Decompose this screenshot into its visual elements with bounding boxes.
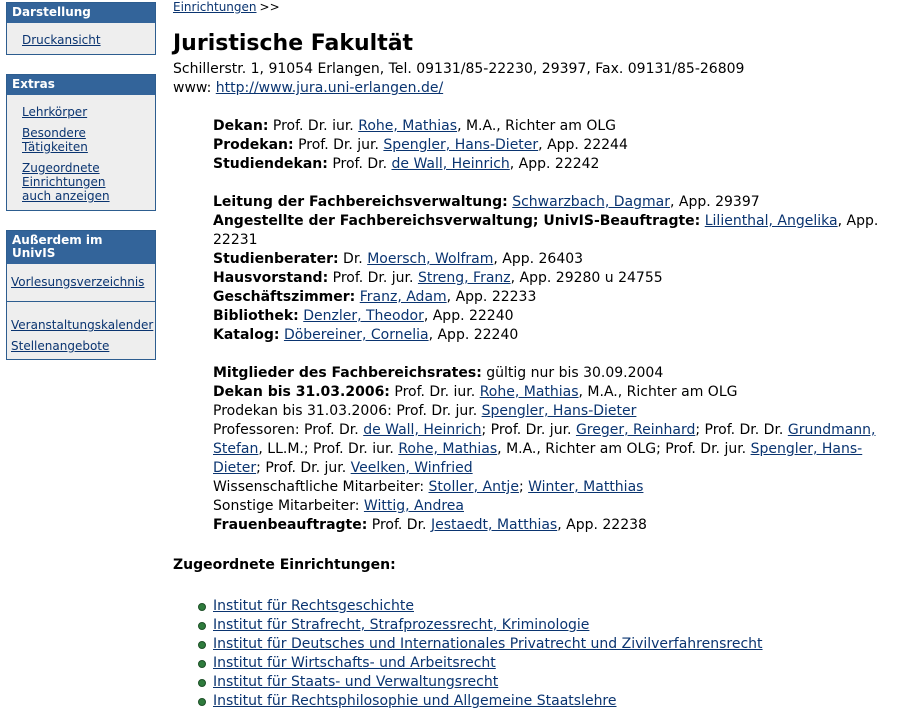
box-extras xyxy=(6,74,156,211)
text: , App. 26403 xyxy=(493,251,584,267)
person-link[interactable]: Spengler, Hans-Dieter xyxy=(481,403,637,419)
text: , App. 22242 xyxy=(509,156,600,172)
sidebar xyxy=(6,2,156,379)
text: Wissenschaftliche Mitarbeiter: xyxy=(213,479,429,495)
text: ; Prof. Dr. jur. xyxy=(256,460,351,476)
row-studiendekan xyxy=(213,155,888,174)
person-link[interactable]: Lilienthal, Angelika xyxy=(704,213,838,229)
box-ausserdem xyxy=(6,230,156,360)
zugeordnete-list xyxy=(173,597,888,711)
list-item xyxy=(213,616,888,635)
text: Prof. Dr. xyxy=(367,517,431,533)
text: Dr. xyxy=(338,251,368,267)
text: Prof. Dr. xyxy=(327,156,392,172)
row-prodekan xyxy=(213,136,888,155)
person-link[interactable]: Rohe, Mathias xyxy=(479,384,579,400)
institute-link[interactable]: Institut für Staats- und Verwaltungsrecht xyxy=(213,674,499,690)
bullet-icon xyxy=(198,641,206,649)
label-studiendekan: Studiendekan: xyxy=(213,156,328,172)
row-hausvorstand xyxy=(213,269,888,288)
text: Prof. Dr. iur. xyxy=(268,118,359,134)
text: Prof. Dr. iur. xyxy=(389,384,480,400)
row-dekan xyxy=(213,117,888,136)
text: ; Prof. Dr. Dr. xyxy=(695,422,788,438)
row-angestellte xyxy=(213,212,888,250)
label: Angestellte der Fachbereichsverwaltung; UnivIS-Beauftragte: xyxy=(213,213,701,229)
www-link[interactable]: http://www.jura.uni-erlangen.de/ xyxy=(215,80,444,96)
label: Geschäftszimmer: xyxy=(213,289,356,305)
row-rat-dekan xyxy=(213,383,888,402)
label: Studienberater: xyxy=(213,251,339,267)
person-link[interactable]: Rohe, Mathias xyxy=(398,441,498,457)
text: Prof. Dr. jur. xyxy=(328,270,418,286)
text: , App. 22240 xyxy=(428,327,519,343)
link-zugeordnete-einrichtungen[interactable]: Zugeordnete Einrichtungen auch anzeigen xyxy=(22,161,110,203)
text: Professoren: Prof. Dr. xyxy=(213,422,364,438)
text: Prodekan bis 31.03.2006: Prof. Dr. jur. xyxy=(213,403,482,419)
bullet-icon xyxy=(198,660,206,668)
label: Frauenbeauftragte: xyxy=(213,517,368,533)
leitung-block xyxy=(213,117,888,174)
bullet-icon xyxy=(198,622,206,630)
list-item xyxy=(213,635,888,654)
breadcrumb xyxy=(173,0,888,15)
list-item xyxy=(213,654,888,673)
text: , M.A., Richter am OLG xyxy=(578,384,738,400)
rat-block xyxy=(213,364,888,535)
text: , App. 29280 u 24755 xyxy=(510,270,663,286)
row-studienberater xyxy=(213,250,888,269)
bullet-icon xyxy=(198,698,206,706)
institute-link[interactable]: Institut für Strafrecht, Strafprozessrecht, Kriminologie xyxy=(213,617,590,633)
institute-link[interactable]: Institut für Rechtsphilosophie und Allgemeine Staatslehre xyxy=(213,693,617,709)
list-item xyxy=(213,597,888,616)
zugeordnete-heading: Zugeordnete Einrichtungen: xyxy=(173,557,396,573)
link-druckansicht[interactable]: Druckansicht xyxy=(22,33,101,47)
person-link[interactable]: Winter, Matthias xyxy=(528,479,644,495)
person-link[interactable]: de Wall, Heinrich xyxy=(391,156,510,172)
link-lehrkoerper[interactable]: Lehrkörper xyxy=(22,105,88,119)
text: , App. 22231 xyxy=(213,213,879,248)
label: Leitung der Fachbereichsverwaltung: xyxy=(213,194,508,210)
text: , App. 29397 xyxy=(669,194,760,210)
link-vorlesungsverzeichnis[interactable]: Vorlesungsverzeichnis xyxy=(11,275,145,289)
row-rat-prodekan xyxy=(213,402,888,421)
box-darstellung xyxy=(6,2,156,55)
text: , M.A., Richter am OLG; Prof. Dr. jur. xyxy=(497,441,751,457)
bullet-icon xyxy=(198,603,206,611)
bullet-icon xyxy=(198,679,206,687)
person-link[interactable]: Döbereiner, Cornelia xyxy=(283,327,429,343)
text: ; Prof. Dr. jur. xyxy=(481,422,576,438)
person-link[interactable]: Moersch, Wolfram xyxy=(367,251,494,267)
list-item xyxy=(213,673,888,692)
person-link[interactable]: Greger, Reinhard xyxy=(575,422,696,438)
person-link[interactable]: Spengler, Hans-Dieter xyxy=(383,137,539,153)
institute-link[interactable]: Institut für Wirtschafts- und Arbeitsrecht xyxy=(213,655,496,671)
text: , App. 22233 xyxy=(446,289,537,305)
row-wiss-mitarbeiter xyxy=(213,478,888,497)
label: Dekan bis 31.03.2006: xyxy=(213,384,390,400)
person-link[interactable]: Schwarzbach, Dagmar xyxy=(512,194,670,210)
person-link[interactable]: Franz, Adam xyxy=(359,289,447,305)
text: , App. 22240 xyxy=(423,308,514,324)
person-link[interactable]: Streng, Franz xyxy=(417,270,511,286)
text: gültig nur bis 30.09.2004 xyxy=(481,365,664,381)
person-link[interactable]: Denzler, Theodor xyxy=(303,308,424,324)
box-title-darstellung: Darstellung xyxy=(7,3,155,23)
label: Mitglieder des Fachbereichsrates: xyxy=(213,365,482,381)
institute-link[interactable]: Institut für Deutsches und Internationales Privatrecht und Zivilverfahrensrecht xyxy=(213,636,763,652)
box-title-extras: Extras xyxy=(7,75,155,95)
person-link[interactable]: Veelken, Winfried xyxy=(350,460,473,476)
link-veranstaltungskalender[interactable]: Veranstaltungskalender xyxy=(11,318,154,332)
row-frauenbeauftragte xyxy=(213,516,888,535)
www-line xyxy=(173,79,888,98)
page-title: Juristische Fakultät xyxy=(173,31,414,56)
institute-link[interactable]: Institut für Rechtsgeschichte xyxy=(213,598,414,614)
list-item xyxy=(213,692,888,711)
person-link[interactable]: Rohe, Mathias xyxy=(358,118,458,134)
link-stellenangebote[interactable]: Stellenangebote xyxy=(11,339,110,353)
breadcrumb-einrichtungen[interactable]: Einrichtungen xyxy=(173,0,257,14)
label: Katalog: xyxy=(213,327,280,343)
row-mitglieder xyxy=(213,364,888,383)
person-link[interactable]: Wittig, Andrea xyxy=(363,498,464,514)
person-link[interactable]: de Wall, Heinrich xyxy=(363,422,482,438)
label: Bibliothek: xyxy=(213,308,299,324)
verwaltung-block xyxy=(213,193,888,345)
person-link[interactable]: Spengler, Hans-Dieter xyxy=(213,441,863,476)
text: Prof. Dr. jur. xyxy=(293,137,384,153)
box-title-ausserdem: Außerdem im UnivIS xyxy=(7,231,155,264)
text: , LL.M.; Prof. Dr. iur. xyxy=(258,441,399,457)
link-besondere-taetigkeiten[interactable]: Besondere Tätigkeiten xyxy=(22,126,88,154)
label-dekan: Dekan: xyxy=(213,118,269,134)
address: Schillerstr. 1, 91054 Erlangen, Tel. 09131/85-22230, 29397, Fax. 09131/85-26809 xyxy=(173,61,745,77)
text: , App. 22244 xyxy=(538,137,628,153)
breadcrumb-separator: >> xyxy=(259,0,280,14)
row-sonstige xyxy=(213,497,888,516)
row-professoren xyxy=(213,421,888,478)
label-prodekan: Prodekan: xyxy=(213,137,294,153)
row-geschaeftszimmer xyxy=(213,288,888,307)
person-link[interactable]: Grundmann, Stefan xyxy=(213,422,876,457)
row-bibliothek xyxy=(213,307,888,326)
main-content xyxy=(173,0,888,711)
person-link[interactable]: Jestaedt, Matthias xyxy=(430,517,558,533)
label: Hausvorstand: xyxy=(213,270,329,286)
text: Sonstige Mitarbeiter: xyxy=(213,498,364,514)
text: , M.A., Richter am OLG xyxy=(457,118,617,134)
person-link[interactable]: Stoller, Antje xyxy=(428,479,519,495)
row-katalog xyxy=(213,326,888,345)
text: , App. 22238 xyxy=(557,517,647,533)
www-label: www: xyxy=(173,80,212,96)
text: ; xyxy=(518,479,529,495)
row-leitung-verwaltung xyxy=(213,193,888,212)
